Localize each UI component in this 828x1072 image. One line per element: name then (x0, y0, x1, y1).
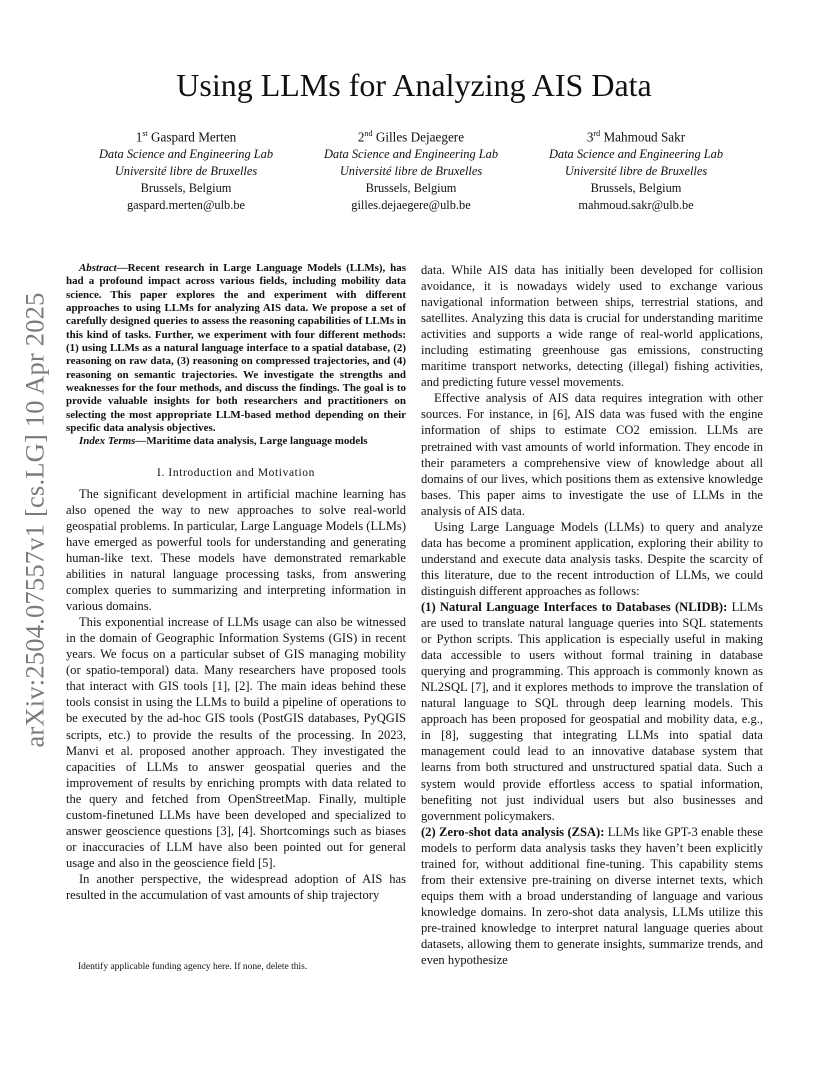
zsa-text: LLMs like GPT-3 enable these models to perform data analysis tasks they haven’t been explicitly trained for, without additional fine-tuning. This capability stems from their extensive pre-training on diverse internet texts, which equips them with a broad understanding of language and various knowledge domains. In zero-shot data analysis, LLMs utilize this pre-trained knowledge to interpret natural language queries about datasets, allowing them to generate insights, summarize trends, and even hypothesize (421, 824, 764, 968)
index-terms (66, 435, 406, 448)
author-1-name-line (76, 126, 296, 146)
funding-footnote: Identify applicable funding agency here. If none, delete this. (78, 962, 308, 972)
author-2-location: Brussels, Belgium (365, 180, 457, 195)
author-1-university: Université libre de Bruxelles (114, 163, 258, 178)
author-1-lab: Data Science and Engineering Lab (98, 147, 274, 162)
author-3-name-line (526, 126, 746, 146)
author-1-ordinal: 1 (135, 129, 143, 145)
index-terms-text: —Maritime data analysis, Large language models (135, 435, 368, 448)
author-2-ordinal-suffix: nd (364, 129, 373, 138)
author-3-ordinal: 3 (586, 129, 594, 145)
zsa-paragraph (421, 824, 763, 968)
author-3-university: Université libre de Bruxelles (564, 163, 708, 178)
author-1 (76, 126, 296, 213)
author-3-name: Mahmoud Sakr (603, 129, 686, 145)
author-2-ordinal: 2 (357, 129, 365, 145)
author-3-lab: Data Science and Engineering Lab (548, 147, 724, 162)
author-3 (526, 126, 746, 213)
author-1-ordinal-suffix: st (142, 129, 148, 138)
body-paragraph: In another perspective, the widespread adoption of AIS has resulted in the accumulation of vast amounts of ship trajectory (66, 871, 406, 902)
author-2-lab: Data Science and Engineering Lab (323, 147, 499, 162)
body-paragraph: Using Large Language Models (LLMs) to query and analyze data has become a prominent application, exploring their ability to understand and execute data analysis tasks. Despite the scarcity of this literature, due to the recent introduction of LLMs, we could distinguish different approaches as follows: (421, 519, 763, 598)
author-1-email: gaspard.merten@ulb.be (126, 197, 246, 212)
author-2 (301, 126, 521, 213)
body-paragraph: This exponential increase of LLMs usage can also be witnessed in the domain of Geographic Information Systems (GIS) in recent years. We focus on a particular subset of GIS managing mobility (or spatio-temporal) data. Many researchers have proposed tools that interact with GIS tools [1], [2]. The main ideas behind these tools consist in using the LLMs to build a pipeline of operations to be executed by the ad-hoc GIS tools (PostGIS databases, PyQGIS scripts, etc.) to provide the results of the processing. In 2023, Manvi et al. proposed another approach. They investigated the capacities of LLMs to answer geospatial queries and the improvement of results by enriching prompts with data related to the query and fetched from OpenStreetMap. Finally, multiple custom-finetuned LLMs have been developed and specialized to answer geoscience questions [3], [4]. Shortcomings such as biases or inaccuracies of LLM have also been pointed out for general usage and also in the geoscience field [5]. (66, 615, 406, 870)
author-2-email: gilles.dejaegere@ulb.be (351, 197, 471, 212)
nlidb-label: (1) Natural Language Interfaces to Databases (NLIDB): (421, 599, 728, 614)
section-heading: I. Introduction and Motivation (157, 466, 315, 479)
abstract (66, 262, 406, 435)
author-3-email: mahmoud.sakr@ulb.be (578, 197, 694, 212)
body-paragraph: The significant development in artificial machine learning has also opened the way to new approaches to solve real-world geospatial problems. In particular, Large Language Models (LLMs) have emerged as powerful tools for understanding and generating human-like text. These models have demonstrated remarkable abilities in natural language processing tasks, from answering complex queries to summarizing and interpreting information in various domains. (66, 486, 406, 614)
left-column (66, 262, 406, 903)
author-3-ordinal-suffix: rd (593, 129, 601, 138)
index-terms-label: Index Terms (79, 435, 136, 448)
author-1-location: Brussels, Belgium (140, 180, 232, 195)
abstract-text: —Recent research in Large Language Models (LLMs), has had a profound impact across various fields, including mobility data science. This paper explores the and experiment with different approaches to using LLMs for analyzing AIS data. We propose a set of carefully designed queries to assess the reasoning capabilities of LLMs in this kind of tasks. Further, we experiment with four different methods: (1) using LLMs as a natural language interface to a spatial database, (2) reasoning on raw data, (3) reasoning on compressed trajectories, and (4) reasoning on semantic trajectories. We investigate the strengths and weaknesses for the four methods, and discuss the findings. The goal is to provide valuable insights for both researchers and practitioners on selecting the most appropriate LLM-based method depending on their specific data analysis objectives. (66, 262, 406, 435)
author-2-university: Université libre de Bruxelles (339, 163, 483, 178)
nlidb-paragraph (421, 599, 763, 824)
nlidb-text: LLMs are used to translate natural language queries into SQL statements or Python scripts. This application is especially useful in making data accessible to users without formal training in database querying and programming. This approach is commonly known as NL2SQL [7], and it explores methods to improve the translation of natural language to SQL through deep learning models. This approach has been proposed for geospatial and mobility data, e.g., in [8], suggesting that integrating LLMs into spatial data management could lead to an innovative database system that learns from both structured and unstructured spatial data. Such a system would provide effortless access to spatial information, benefiting not just individual users but also businesses and government policymakers. (421, 599, 763, 823)
body-paragraph: Effective analysis of AIS data requires integration with other sources. For instance, in [6], AIS data was fused with the engine information of ships to estimate CO2 emission. LLMs are pretrained with vast amounts of world information. They encode in their parameters a comprehensive view of knowledge about all domains of our lives, which positions them as extensive knowledge bases. This paper aims to investigate the use of LLMs in the analysis of AIS data. (421, 391, 763, 518)
body-paragraph: data. While AIS data has initially been developed for collision avoidance, it is nowadays widely used to exchange various navigational information between ships, terrestrial stations, and satellites. Analyzing this data is crucial for understanding maritime activities and supports a wide range of real-world applications, including estimating greenhouse gas emissions, constructing maritime transport networks, detecting (illegal) fishing activities, and predicting future vessel movements. (421, 263, 763, 390)
zsa-label: (2) Zero-shot data analysis (ZSA): (421, 824, 605, 839)
author-3-location: Brussels, Belgium (590, 180, 682, 195)
right-column (421, 262, 763, 968)
author-1-name: Gaspard Merten (150, 129, 237, 145)
arxiv-identifier (0, 285, 70, 755)
author-2-name: Gilles Dejaegere (375, 129, 465, 145)
arxiv-identifier-text: arXiv:2504.07557v1 [cs.LG] 10 Apr 2025 (19, 292, 50, 748)
paper-title: Using LLMs for Analyzing AIS Data (176, 67, 652, 103)
abstract-label: Abstract (79, 262, 117, 274)
author-2-name-line (301, 126, 521, 146)
